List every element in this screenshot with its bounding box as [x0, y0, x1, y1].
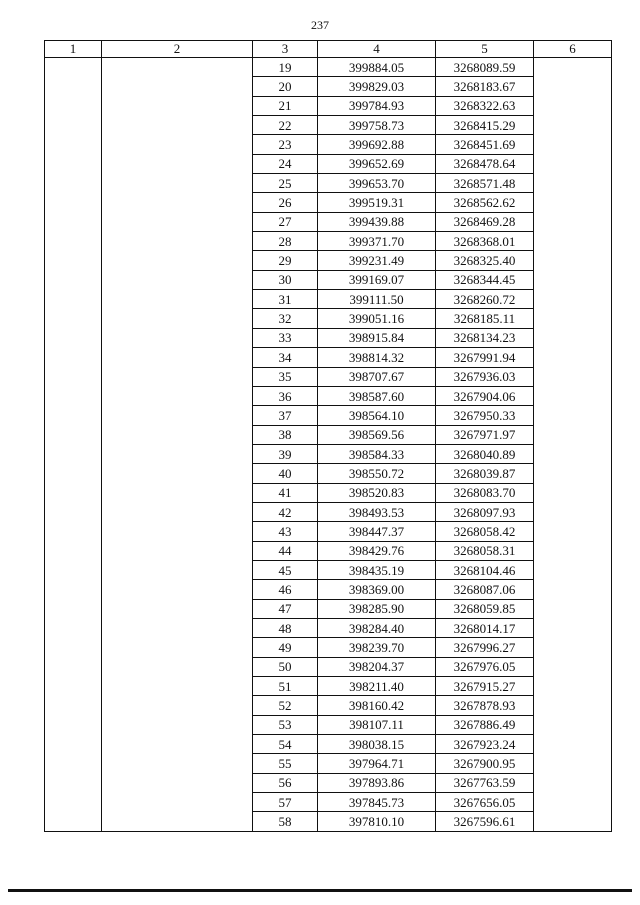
point-number: 41	[253, 483, 318, 502]
x-coordinate: 398211.40	[318, 677, 436, 696]
point-number: 35	[253, 367, 318, 386]
coordinates-table	[44, 40, 612, 832]
y-coordinate: 3268040.89	[436, 444, 534, 463]
point-number: 31	[253, 290, 318, 309]
y-coordinate: 3268344.45	[436, 270, 534, 289]
y-coordinate: 3268325.40	[436, 251, 534, 270]
col-header-6: 6	[534, 41, 612, 58]
y-coordinate: 3268039.87	[436, 464, 534, 483]
point-number: 56	[253, 773, 318, 792]
point-number: 29	[253, 251, 318, 270]
y-coordinate: 3267900.95	[436, 754, 534, 773]
x-coordinate: 399829.03	[318, 77, 436, 96]
y-coordinate: 3268058.42	[436, 522, 534, 541]
x-coordinate: 398564.10	[318, 406, 436, 425]
x-coordinate: 398814.32	[318, 348, 436, 367]
y-coordinate: 3268183.67	[436, 77, 534, 96]
y-coordinate: 3268415.29	[436, 116, 534, 135]
x-coordinate: 399371.70	[318, 232, 436, 251]
x-coordinate: 399653.70	[318, 174, 436, 193]
x-coordinate: 399884.05	[318, 58, 436, 77]
y-coordinate: 3267936.03	[436, 367, 534, 386]
x-coordinate: 398284.40	[318, 618, 436, 637]
point-number: 58	[253, 812, 318, 831]
point-number: 22	[253, 116, 318, 135]
col-header-1: 1	[45, 41, 102, 58]
point-number: 34	[253, 348, 318, 367]
point-number: 24	[253, 154, 318, 173]
y-coordinate: 3268014.17	[436, 618, 534, 637]
point-number: 44	[253, 541, 318, 560]
x-coordinate: 398447.37	[318, 522, 436, 541]
y-coordinate: 3267915.27	[436, 677, 534, 696]
point-number: 49	[253, 638, 318, 657]
point-number: 23	[253, 135, 318, 154]
point-number: 54	[253, 735, 318, 754]
point-number: 42	[253, 502, 318, 521]
point-number: 25	[253, 174, 318, 193]
table-body	[45, 58, 612, 832]
point-number: 30	[253, 270, 318, 289]
x-coordinate: 397893.86	[318, 773, 436, 792]
x-coordinate: 398520.83	[318, 483, 436, 502]
y-coordinate: 3268134.23	[436, 328, 534, 347]
point-number: 50	[253, 657, 318, 676]
point-number: 48	[253, 618, 318, 637]
x-coordinate: 398160.42	[318, 696, 436, 715]
col2-cell	[102, 58, 253, 832]
x-coordinate: 398550.72	[318, 464, 436, 483]
y-coordinate: 3268089.59	[436, 58, 534, 77]
col1-cell	[45, 58, 102, 832]
x-coordinate: 398239.70	[318, 638, 436, 657]
y-coordinate: 3267971.97	[436, 425, 534, 444]
x-coordinate: 399784.93	[318, 96, 436, 115]
point-number: 19	[253, 58, 318, 77]
x-coordinate: 398107.11	[318, 715, 436, 734]
point-number: 51	[253, 677, 318, 696]
y-coordinate: 3268097.93	[436, 502, 534, 521]
y-coordinate: 3268451.69	[436, 135, 534, 154]
header-row	[45, 41, 612, 58]
x-coordinate: 398038.15	[318, 735, 436, 754]
point-number: 43	[253, 522, 318, 541]
point-number: 37	[253, 406, 318, 425]
x-coordinate: 398707.67	[318, 367, 436, 386]
point-number: 46	[253, 580, 318, 599]
y-coordinate: 3268087.06	[436, 580, 534, 599]
x-coordinate: 398369.00	[318, 580, 436, 599]
y-coordinate: 3267904.06	[436, 386, 534, 405]
x-coordinate: 397810.10	[318, 812, 436, 831]
y-coordinate: 3268368.01	[436, 232, 534, 251]
point-number: 47	[253, 599, 318, 618]
bottom-rule	[8, 889, 632, 892]
y-coordinate: 3267878.93	[436, 696, 534, 715]
point-number: 52	[253, 696, 318, 715]
x-coordinate: 399169.07	[318, 270, 436, 289]
x-coordinate: 399519.31	[318, 193, 436, 212]
point-number: 39	[253, 444, 318, 463]
y-coordinate: 3267656.05	[436, 793, 534, 812]
y-coordinate: 3268058.31	[436, 541, 534, 560]
y-coordinate: 3267763.59	[436, 773, 534, 792]
y-coordinate: 3268322.63	[436, 96, 534, 115]
x-coordinate: 398435.19	[318, 560, 436, 579]
col-header-4: 4	[318, 41, 436, 58]
x-coordinate: 397845.73	[318, 793, 436, 812]
point-number: 55	[253, 754, 318, 773]
y-coordinate: 3268571.48	[436, 174, 534, 193]
point-number: 36	[253, 386, 318, 405]
y-coordinate: 3268083.70	[436, 483, 534, 502]
x-coordinate: 399231.49	[318, 251, 436, 270]
y-coordinate: 3268469.28	[436, 212, 534, 231]
point-number: 27	[253, 212, 318, 231]
y-coordinate: 3267923.24	[436, 735, 534, 754]
x-coordinate: 399439.88	[318, 212, 436, 231]
x-coordinate: 398285.90	[318, 599, 436, 618]
point-number: 28	[253, 232, 318, 251]
point-number: 45	[253, 560, 318, 579]
x-coordinate: 397964.71	[318, 754, 436, 773]
x-coordinate: 398204.37	[318, 657, 436, 676]
x-coordinate: 398569.56	[318, 425, 436, 444]
x-coordinate: 399051.16	[318, 309, 436, 328]
y-coordinate: 3268562.62	[436, 193, 534, 212]
point-number: 38	[253, 425, 318, 444]
x-coordinate: 399758.73	[318, 116, 436, 135]
y-coordinate: 3268104.46	[436, 560, 534, 579]
x-coordinate: 398584.33	[318, 444, 436, 463]
y-coordinate: 3267991.94	[436, 348, 534, 367]
col-header-5: 5	[436, 41, 534, 58]
col-header-3: 3	[253, 41, 318, 58]
point-number: 21	[253, 96, 318, 115]
y-coordinate: 3268059.85	[436, 599, 534, 618]
y-coordinate: 3268478.64	[436, 154, 534, 173]
y-coordinate: 3268185.11	[436, 309, 534, 328]
y-coordinate: 3267596.61	[436, 812, 534, 831]
table-row	[45, 58, 612, 77]
col-header-2: 2	[102, 41, 253, 58]
point-number: 26	[253, 193, 318, 212]
point-number: 57	[253, 793, 318, 812]
point-number: 40	[253, 464, 318, 483]
x-coordinate: 398493.53	[318, 502, 436, 521]
point-number: 53	[253, 715, 318, 734]
x-coordinate: 399111.50	[318, 290, 436, 309]
x-coordinate: 398587.60	[318, 386, 436, 405]
x-coordinate: 399692.88	[318, 135, 436, 154]
page-number: 237	[311, 18, 329, 32]
x-coordinate: 399652.69	[318, 154, 436, 173]
y-coordinate: 3267976.05	[436, 657, 534, 676]
point-number: 20	[253, 77, 318, 96]
y-coordinate: 3267950.33	[436, 406, 534, 425]
x-coordinate: 398429.76	[318, 541, 436, 560]
y-coordinate: 3268260.72	[436, 290, 534, 309]
col6-cell	[534, 58, 612, 832]
y-coordinate: 3267996.27	[436, 638, 534, 657]
point-number: 33	[253, 328, 318, 347]
x-coordinate: 398915.84	[318, 328, 436, 347]
y-coordinate: 3267886.49	[436, 715, 534, 734]
point-number: 32	[253, 309, 318, 328]
